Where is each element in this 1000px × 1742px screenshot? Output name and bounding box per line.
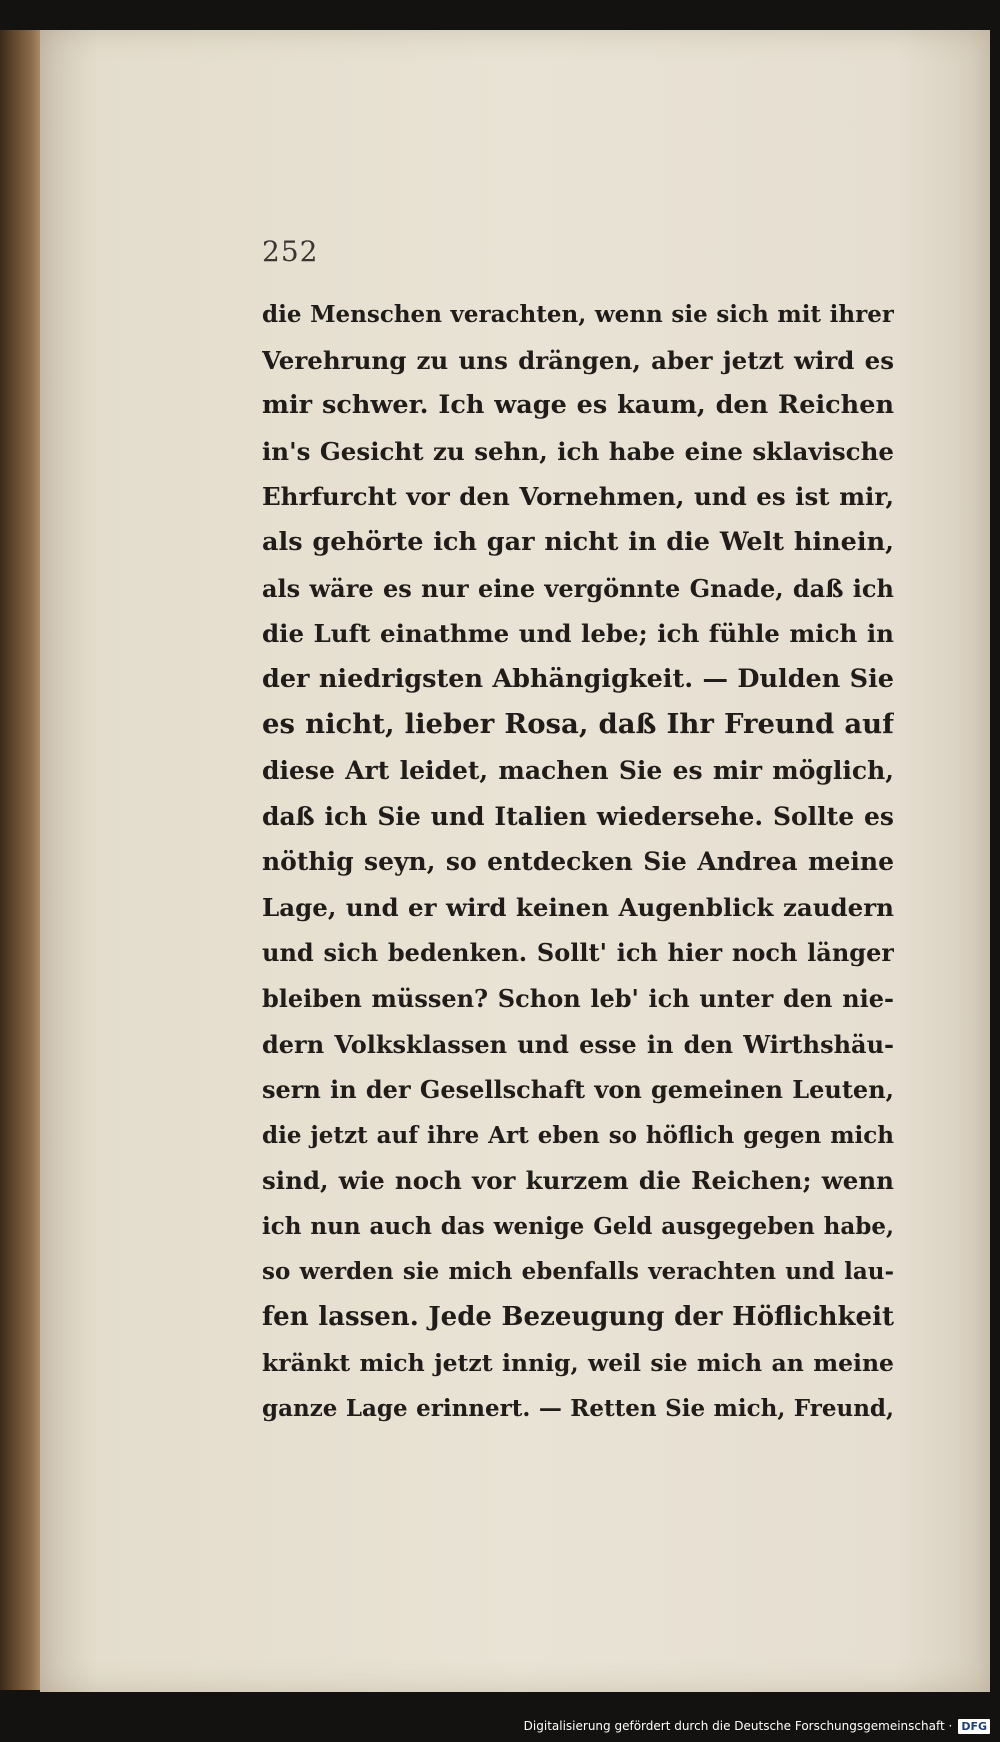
text-line: die jetzt auf ihre Art eben so höflich gegen mich: [262, 1121, 894, 1149]
credit-text: Digitalisierung gefördert durch die Deutsche Forschungsgemeinschaft ·: [523, 1719, 953, 1733]
body-text: [262, 292, 894, 1432]
text-line: fen lassen. Jede Bezeugung der Höflichkeit: [262, 1302, 894, 1333]
text-line: so werden sie mich ebenfalls verachten und lau-: [262, 1258, 894, 1286]
text-line: ich nun auch das wenige Geld ausgegeben habe,: [262, 1212, 894, 1240]
text-line: dern Volksklassen und esse in den Wirthshäu-: [262, 1029, 894, 1059]
text-line: die Luft einathme und lebe; ich fühle mich in: [262, 619, 894, 649]
text-line: die Menschen verachten, wenn sie sich mit ihrer: [262, 301, 894, 328]
text-line: mir schwer. Ich wage es kaum, den Reichen: [262, 390, 894, 421]
text-line: diese Art leidet, machen Sie es mir möglich,: [262, 755, 894, 785]
text-line: sind, wie noch vor kurzem die Reichen; wenn: [262, 1166, 894, 1196]
text-line: als gehörte ich gar nicht in die Welt hinein,: [262, 526, 894, 557]
text-line: bleiben müssen? Schon leb' ich unter den nie-: [262, 983, 894, 1013]
text-line: sern in der Gesellschaft von gemeinen Leuten,: [262, 1075, 894, 1105]
text-line: es nicht, lieber Rosa, daß Ihr Freund auf: [262, 708, 894, 741]
digitization-credit: [524, 1716, 990, 1736]
text-line: Ehrfurcht vor den Vornehmen, und es ist mir,: [262, 482, 894, 512]
text-line: der niedrigsten Abhängigkeit. — Dulden Sie: [262, 663, 894, 694]
dfg-logo: DFG: [958, 1719, 990, 1734]
text-line: kränkt mich jetzt innig, weil sie mich an meine: [262, 1348, 894, 1377]
book-page: [40, 30, 990, 1692]
text-line: daß ich Sie und Italien wiedersehe. Sollte es: [262, 801, 894, 831]
text-line: Verehrung zu uns drängen, aber jetzt wird es: [262, 345, 894, 375]
book-spine-edge: [0, 30, 44, 1690]
text-line: und sich bedenken. Sollt' ich hier noch länger: [262, 938, 894, 968]
page-number: 252: [262, 235, 319, 268]
text-line: nöthig seyn, so entdecken Sie Andrea meine: [262, 847, 894, 877]
text-line: ganze Lage erinnert. — Retten Sie mich, Freund,: [262, 1395, 894, 1423]
text-line: Lage, und er wird keinen Augenblick zaudern: [262, 892, 894, 922]
text-line: als wäre es nur eine vergönnte Gnade, daß ich: [262, 573, 894, 603]
text-line: in's Gesicht zu sehn, ich habe eine sklavische: [262, 436, 894, 466]
